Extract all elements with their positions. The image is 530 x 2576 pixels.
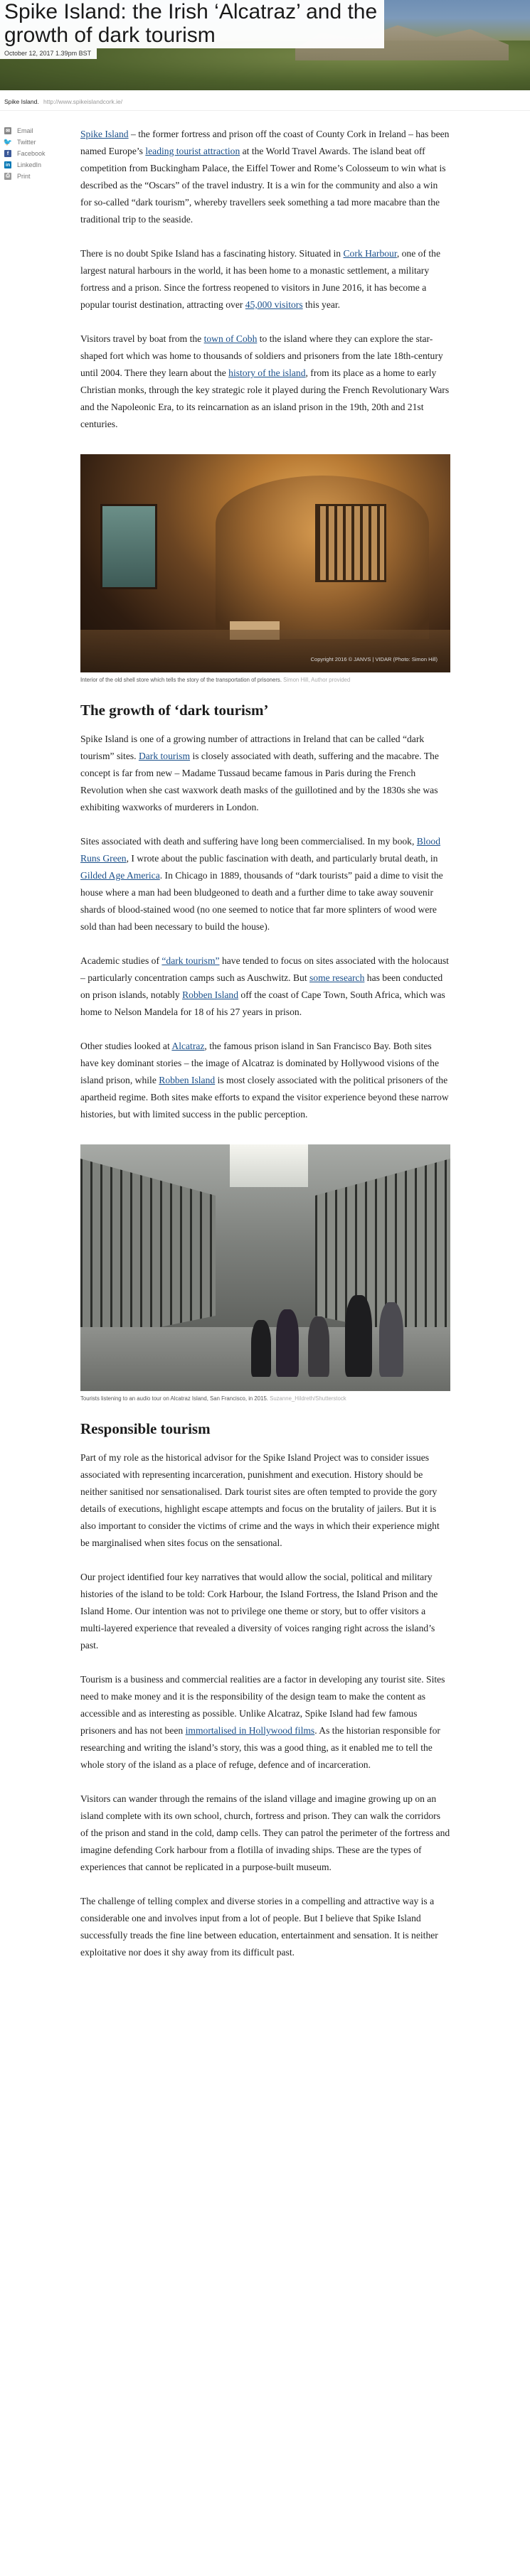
facebook-icon: f xyxy=(4,150,11,157)
envelope-icon: ✉ xyxy=(4,127,11,134)
link-spike-island[interactable]: Spike Island xyxy=(80,129,129,139)
paragraph-2 xyxy=(80,245,450,313)
paragraph-2-text-c: this year. xyxy=(302,299,341,310)
paragraph-1 xyxy=(80,126,450,228)
share-twitter-button[interactable] xyxy=(4,136,68,148)
paragraph-3-text-c: , from its place as a home to early Christian monks, through the key strategic role it played during the French Revolutionary Wars and the Napoleonic Era, to its reincarnation as an island prison in the 19th, 20th and 21st centuries. xyxy=(80,367,450,429)
paragraph-5-text-c: . In Chicago in 1889, thousands of “dark tourists” paid a dime to visit the house where a man had been bludgeoned to death and a further dime to take away souvenir shards of blood-stained wood (no one seemed to notice that far more splinters of wood were sold than had been necessary to build the house). xyxy=(80,870,443,932)
paragraph-3-text-a: Visitors travel by boat from the xyxy=(80,333,204,344)
paragraph-3-text-b: to the island where they can explore the star-shaped fort which was home to thousands of soldiers and prisoners from the late 18th-century until 2004. There they learn about the xyxy=(80,333,443,378)
article-body xyxy=(80,111,450,1961)
article-title-line-1: Spike Island: the Irish ‘Alcatraz’ and the xyxy=(4,0,378,23)
share-linkedin-label: LinkedIn xyxy=(17,161,42,168)
paragraph-2-text-a: There is no doubt Spike Island has a fascinating history. Situated in xyxy=(80,248,344,259)
link-alcatraz[interactable]: Alcatraz xyxy=(171,1041,205,1051)
photo-tourist xyxy=(379,1302,403,1377)
linkedin-icon: in xyxy=(5,162,11,168)
figure-credit-link[interactable]: Simon Hill, Author provided xyxy=(283,677,351,683)
paragraph-6-text-c: has been conducted on prison islands, notably xyxy=(80,972,443,1000)
hero-banner xyxy=(0,0,530,90)
share-facebook-label: Facebook xyxy=(17,150,46,157)
paragraph-6-text-a: Academic studies of xyxy=(80,955,162,966)
article-title-line-2: growth of dark tourism xyxy=(4,23,216,47)
photo-tourist xyxy=(251,1320,271,1377)
photo-copyright: Copyright 2016 © JANVS | VIDAR (Photo: Simon Hill) xyxy=(310,656,438,662)
paragraph-8: Part of my role as the historical advisor for the Spike Island Project was to consider issues associated with representing incarceration, punishment and execution. History should be neither sanitised nor sensationalised. Dark tourist sites are often tempted to provide the gory details of executions, highlight escape attempts and focus on the brutality of jailers. But it is also important to consider the victims of crime and the ways in which their experience might be marginalised when sites focus on the sensational. xyxy=(80,1452,440,1548)
link-gilded-age-america[interactable]: Gilded Age America xyxy=(80,870,160,881)
photo-display-case xyxy=(100,504,157,589)
photo-tourist xyxy=(345,1295,372,1377)
paragraph-5-text-a: Sites associated with death and suffering have long been commercialised. In my book, xyxy=(80,836,417,847)
photo-tourist xyxy=(308,1316,329,1377)
share-email-button[interactable] xyxy=(4,125,68,136)
hero-caption xyxy=(0,90,530,111)
twitter-icon: 🐦 xyxy=(3,138,13,146)
link-45000-visitors[interactable]: 45,000 visitors xyxy=(245,299,303,310)
figure-caption-text: Interior of the old shell store which tells the story of the transportation of prisoners. xyxy=(80,677,282,683)
print-label: Print xyxy=(17,173,31,180)
share-facebook-button[interactable] xyxy=(4,148,68,159)
link-some-research[interactable]: some research xyxy=(309,972,365,983)
share-sidebar xyxy=(4,125,68,182)
paragraph-6-text-b: have tended to focus on sites associated with the holocaust – particularly concentration camps such as Auschwitz. But xyxy=(80,955,449,983)
paragraph-9: Our project identified four key narratives that would allow the social, political and military histories of the island to be told: Cork Harbour, the Island Fortress, the Island Prison and the Island Home. Our intention was not to privilege one theme or story, but to offer visitors a multi-layered experience that revealed a diversity of voices ranging right across the island’s past. xyxy=(80,1572,438,1651)
share-twitter-label: Twitter xyxy=(17,139,36,146)
printer-icon: ⎙ xyxy=(4,173,11,180)
hero-caption-text: Spike Island. xyxy=(4,98,39,105)
publish-date: October 12, 2017 1.39pm BST xyxy=(0,48,97,59)
paragraph-11: Visitors can wander through the remains of the island village and imagine growing up on an island complete with its own school, church, fortress and prison. They can walk the corridors of the prison and stand in the cold, damp cells. They can patrol the perimeter of the fortress and imagine defending Cork harbour from a flotilla of invading ships. These are the types of experiences that cannot be replicated in a purpose-built museum. xyxy=(80,1793,450,1872)
hero-caption-credit-link[interactable]: http://www.spikeislandcork.ie/ xyxy=(43,98,123,105)
paragraph-7-text-b: , the famous prison island in San Francisco Bay. Both sites have key dominant stories – the image of Alcatraz is dominated by Hollywood visions of the island prison, while xyxy=(80,1041,439,1085)
paragraph-10-text-b: . As the historian responsible for researching and writing the island’s story, this was a good thing, as it enabled me to tell the whole story of the island as a place of refuge, defence and of incarceration. xyxy=(80,1725,440,1770)
link-immortalised-in-hollywood-films[interactable]: immortalised in Hollywood films xyxy=(185,1725,315,1736)
paragraph-4 xyxy=(80,731,450,816)
paragraph-10-text-a: Tourism is a business and commercial realities are a factor in developing any tourist site. Sites need to make money and it is the responsibility of the design team to make the content as accessible and as interesting as possible. Unlike Alcatraz, Spike Island had few famous prisoners and has not been xyxy=(80,1674,445,1736)
alcatraz-photo[interactable] xyxy=(80,1144,450,1391)
figure-caption-text: Tourists listening to an audio tour on Alcatraz Island, San Francisco, in 2015. xyxy=(80,1395,268,1402)
paragraph-5 xyxy=(80,833,450,935)
paragraph-4-text-b: is closely associated with death, suffering and the macabre. The concept is far from new – Madame Tussaud became famous in Paris during the French Revolution when she cast waxwork death masks of the guillotined and by the 1830s she was exhibiting waxworks of murderers in London. xyxy=(80,751,439,812)
paragraph-5-text-b: , I wrote about the public fascination with death, and particularly brutal death, in xyxy=(126,853,438,864)
link-robben-island[interactable]: Robben Island xyxy=(182,989,239,1000)
link-history-of-the-island[interactable]: history of the island xyxy=(228,367,306,378)
link-blood-runs-green[interactable]: Blood Runs Green xyxy=(80,836,440,864)
link-robben-island-2[interactable]: Robben Island xyxy=(159,1075,216,1085)
figure-shell-store xyxy=(80,454,450,684)
link-cork-harbour[interactable]: Cork Harbour xyxy=(343,248,397,259)
figure-caption xyxy=(80,1395,450,1402)
section-heading-dark-tourism: The growth of ‘dark tourism’ xyxy=(80,702,269,719)
paragraph-3 xyxy=(80,331,450,433)
share-linkedin-button[interactable] xyxy=(4,159,68,171)
paragraph-1-text-b: at the World Travel Awards. The island beat off competition from Buckingham Palace, the Eiffel Tower and Rome’s Colosseum to win what is described as the “Oscars” of the travel industry. It is a win for the community and also a win for so-called “dark tourism”, whereby travellers seek something a tad more macabre than the traditional trip to the seaside. xyxy=(80,146,446,225)
photo-cells-left xyxy=(80,1159,216,1343)
shell-store-photo[interactable] xyxy=(80,454,450,672)
photo-cell-bars xyxy=(315,504,386,582)
link-town-of-cobh[interactable]: town of Cobh xyxy=(203,333,258,344)
paragraph-12: The challenge of telling complex and diverse stories in a compelling and attractive way is a considerable one and involves input from a lot of people. But I believe that Spike Island successfully treads the fine line between education, entertainment and sensation. It is neither exploitative nor does it shy away from its difficult past. xyxy=(80,1896,438,1958)
paragraph-7-text-c: is most closely associated with the political prisoners of the apartheid regime. Both sites make efforts to expand the visitor experience beyond these narrow histories, but with limited success in the public perception. xyxy=(80,1075,449,1120)
link-leading-tourist-attraction[interactable]: leading tourist attraction xyxy=(145,146,240,156)
share-email-label: Email xyxy=(17,127,33,134)
paragraph-1-text-a: – the former fortress and prison off the coast of County Cork in Ireland – has been named Europe’s xyxy=(80,129,450,156)
photo-skylight xyxy=(230,1144,308,1187)
link-dark-tourism[interactable]: Dark tourism xyxy=(138,751,191,761)
figure-caption xyxy=(80,676,450,684)
figure-credit-link[interactable]: Suzanne_Hildreth/Shutterstock xyxy=(270,1395,346,1402)
print-button[interactable] xyxy=(4,171,68,182)
paragraph-6 xyxy=(80,952,450,1021)
paragraph-6-text-d: off the coast of Cape Town, South Africa, which was home to Nelson Mandela for 18 of his 27 years in prison. xyxy=(80,989,445,1017)
paragraph-7 xyxy=(80,1038,450,1123)
paragraph-2-text-b: , one of the largest natural harbours in the world, it has been home to a monastic settlement, a military fortress and a prison. Since the fortress reopened to visitors in June 2016, it has become a popular tourist destination, attracting over xyxy=(80,248,440,310)
paragraph-4-text-a: Spike Island is one of a growing number of attractions in Ireland that can be called “dark tourism” sites. xyxy=(80,734,425,761)
paragraph-7-text-a: Other studies looked at xyxy=(80,1041,172,1051)
paragraph-10 xyxy=(80,1671,450,1773)
link-dark-tourism-studies[interactable]: “dark tourism” xyxy=(161,955,220,966)
figure-alcatraz xyxy=(80,1144,450,1402)
photo-tourist xyxy=(276,1309,299,1377)
section-heading-responsible-tourism: Responsible tourism xyxy=(80,1420,211,1437)
article-title xyxy=(0,0,384,48)
